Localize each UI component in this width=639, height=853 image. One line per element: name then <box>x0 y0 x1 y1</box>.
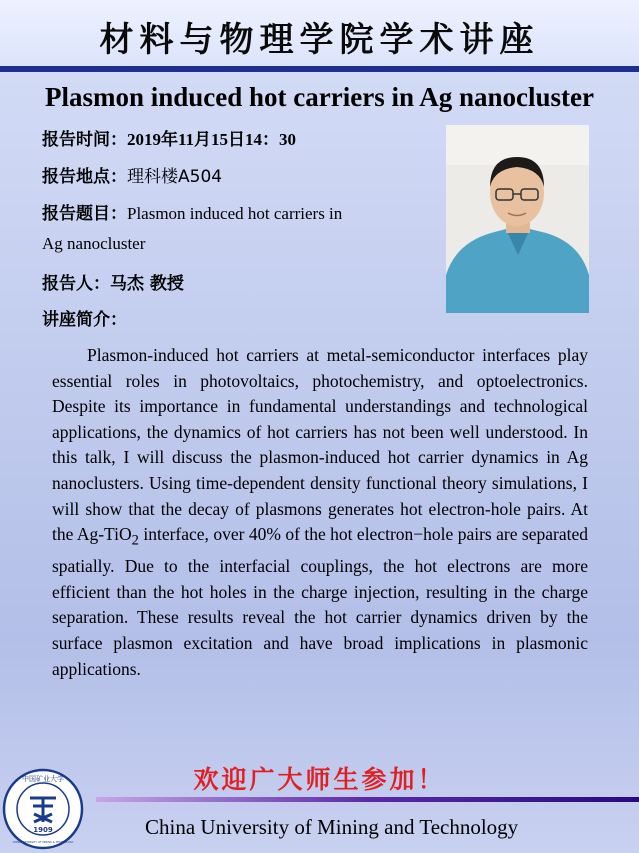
topic-value-line1: Plasmon induced hot carriers in <box>127 204 343 223</box>
poster-header-title: 材料与物理学院学术讲座 <box>99 20 540 60</box>
logo-year: 1909 <box>33 826 53 834</box>
logo-text-ring: CHINA UNIVERSITY OF MINING & TECHNOLOGY <box>12 841 74 844</box>
intro-label: 讲座简介： <box>42 310 127 330</box>
info-speaker <box>42 269 184 294</box>
header-divider <box>0 66 639 72</box>
logo-text-top: 中国矿业大学 <box>22 775 64 783</box>
speaker-label: 报告人： <box>42 274 110 294</box>
info-location <box>42 162 222 187</box>
time-value: 2019年11月15日14：30 <box>127 130 297 149</box>
speaker-portrait-icon <box>446 125 589 313</box>
footer-divider <box>96 797 639 802</box>
location-label: 报告地点： <box>42 167 127 187</box>
abstract-text <box>52 343 588 682</box>
welcome-banner: 欢迎广大师生参加！ <box>193 765 446 794</box>
info-intro <box>42 305 127 330</box>
university-logo-icon <box>2 768 84 850</box>
speaker-photo <box>446 125 589 313</box>
info-topic-cont <box>42 234 145 254</box>
time-label: 报告时间： <box>42 130 127 150</box>
abstract-part-2: interface, over 40% of the hot electron−hole pairs are separated spatially. Due to the interfacial couplings, the hot electrons are more efficient than the hot holes in the charge injection, resulting in the charge separation. These results reveal the hot carrier dynamics driven by the surface plasmon excitation and have broad implications in plasmonic applications. <box>52 524 588 679</box>
speaker-value: 马杰 教授 <box>110 274 184 294</box>
talk-title: Plasmon induced hot carriers in Ag nanocluster <box>44 82 594 112</box>
abstract-part-1: Plasmon-induced hot carriers at metal-semiconductor interfaces play essential roles in photovoltaics, photochemistry, and optoelectronics. Despite its importance in fundamental understandings and technological applications, the dynamics of hot carriers has not been well understood. In this talk, I will discuss the plasmon-induced hot carrier dynamics in Ag nanoclusters. Using time-dependent density functional theory simulations, I will show that the decay of plasmons generates hot electron-hole pairs. At the Ag-TiO <box>52 345 588 545</box>
topic-label: 报告题目： <box>42 204 127 224</box>
location-value: 理科楼A504 <box>127 167 223 187</box>
abstract-subscript: 2 <box>131 532 139 549</box>
university-name: China University of Mining and Technology <box>145 815 519 839</box>
topic-value-line2: Ag nanocluster <box>42 234 146 253</box>
info-time <box>42 125 296 150</box>
info-topic <box>42 199 342 224</box>
